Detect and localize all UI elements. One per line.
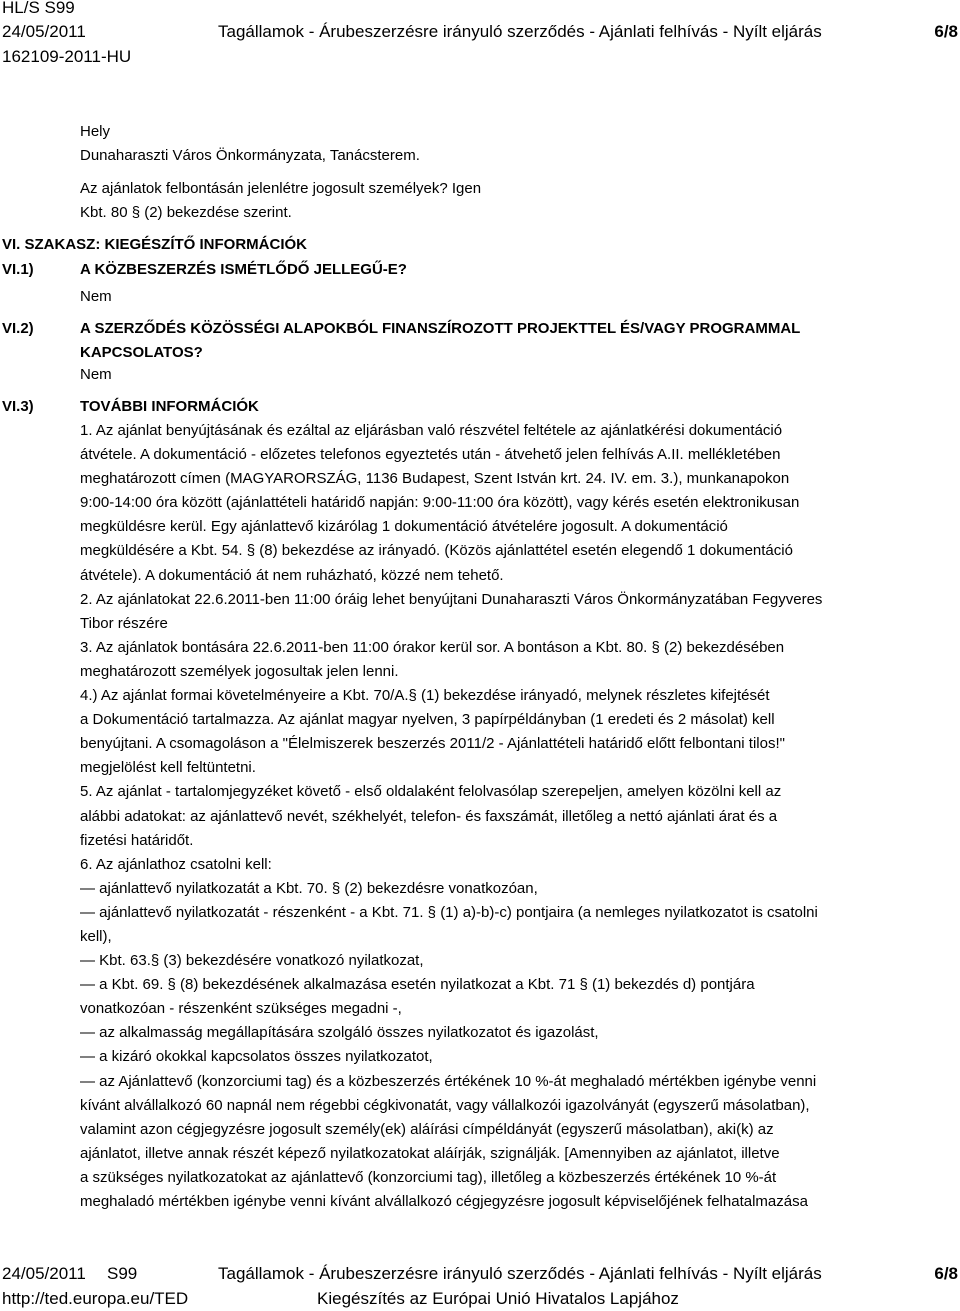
info-line: 6. Az ajánlathoz csatolni kell: xyxy=(80,855,272,873)
info-line: — ajánlattevő nyilatkozatát - részenként - a Kbt. 71. § (1) a)-b)-c) pontjaira (a nemleges nyilatkozatot is csatolni xyxy=(80,903,818,921)
vi2-title-line1: A SZERZŐDÉS KÖZÖSSÉGI ALAPOKBÓL FINANSZÍROZOTT PROJEKTTEL ÉS/VAGY PROGRAMMAL xyxy=(80,320,801,337)
info-line: alábbi adatokat: az ajánlattevő nevét, székhelyét, telefon- és faxszámát, illetőleg a nettó ajánlati árat és a xyxy=(80,807,778,825)
info-line: — a kizáró okokkal kapcsolatos összes nyilatkozatot, xyxy=(80,1048,433,1066)
vi2-title-line2: KAPCSOLATOS? xyxy=(80,344,203,361)
page-footer xyxy=(2,1264,958,1311)
header-doc-id: 162109-2011-HU xyxy=(2,47,132,66)
info-line: — a Kbt. 69. § (8) bekezdésének alkalmazása esetén nyilatkozat a Kbt. 71 § (1) bekezdés d) pontjára xyxy=(80,976,755,994)
info-line: ajánlatot, illetve annak részét képező nyilatkozatokat aláírják, szignálják. [Amennyiben az ajánlatot, illetve xyxy=(80,1144,780,1162)
info-line: kell), xyxy=(80,927,112,945)
vi3-title: TOVÁBBI INFORMÁCIÓK xyxy=(80,398,259,415)
footer-publisher: Kiegészítés az Európai Unió Hivatalos Lapjához xyxy=(317,1289,679,1308)
info-line: vonatkozóan - részenként szükséges megadni -, xyxy=(80,1000,402,1018)
info-line: a Dokumentáció tartalmazza. Az ajánlat magyar nyelven, 3 papírpéldányban (1 eredeti és 2 másolat) kell xyxy=(80,711,775,729)
additional-info-text xyxy=(80,419,952,1214)
info-line: 1. Az ajánlat benyújtásának és ezáltal az eljárásban való részvétel feltétele az ajánlatkérési dokumentáció xyxy=(80,422,783,439)
vi1-title: A KÖZBESZERZÉS ISMÉTLŐDŐ JELLEGŰ-E? xyxy=(80,261,407,278)
info-line: megküldésre kerül. Egy ajánlattevő kizárólag 1 dokumentáció átvételére jogosult. A dokumentáció xyxy=(80,518,728,536)
vi2-number: VI.2) xyxy=(2,320,34,337)
info-line: — az Ajánlattevő (konzorciumi tag) és a közbeszerzés értékének 10 %-át meghaladó mértékben igénybe venni xyxy=(80,1072,817,1090)
footer-page-number: 6/8 xyxy=(934,1264,958,1283)
place-label: Hely xyxy=(80,123,111,140)
section-heading: VI. SZAKASZ: KIEGÉSZÍTŐ INFORMÁCIÓK xyxy=(2,236,308,253)
persons-label: Az ajánlatok felbontásán jelenlétre jogosult személyek? Igen xyxy=(80,180,482,197)
footer-date: 24/05/2011 xyxy=(2,1264,86,1283)
info-line: fizetési határidőt. xyxy=(80,831,194,849)
footer-url: http://ted.europa.eu/TED xyxy=(2,1289,189,1308)
info-line: valamint azon cégjegyzésre jogosult személy(ek) aláírási címpéldányát (egyszerű másolatban), aki(k) az xyxy=(80,1120,774,1138)
info-line: megküldésére a Kbt. 54. § (8) bekezdése az irányadó. (Közös ajánlattétel esetén elegendő 1 dokumentáció xyxy=(80,542,793,560)
info-line: — az alkalmasság megállapítására szolgáló összes nyilatkozatot és igazolást, xyxy=(80,1024,599,1042)
header-page-number: 6/8 xyxy=(934,22,958,41)
header-title: Tagállamok - Árubeszerzésre irányuló szerződés - Ajánlati felhívás - Nyílt eljárás xyxy=(218,22,822,41)
info-line: meghatározott címen (MAGYARORSZÁG, 1136 Budapest, Szent István krt. 24. IV. em. 3.), munkanapokon xyxy=(80,470,790,488)
info-line: a szükséges nyilatkozatokat az ajánlattevő (konzorciumi tag), illetőleg a közbeszerzés értékének 10 %-át xyxy=(80,1168,777,1186)
vi1-number: VI.1) xyxy=(2,261,34,278)
vi1-answer: Nem xyxy=(80,288,112,305)
info-line: 4.) Az ajánlat formai követelményeire a Kbt. 70/A.§ (1) bekezdése irányadó, melynek részletes kifejtését xyxy=(80,687,770,705)
footer-title: Tagállamok - Árubeszerzésre irányuló szerződés - Ajánlati felhívás - Nyílt eljárás xyxy=(218,1264,822,1283)
info-line: benyújtani. A csomagoláson a "Élelmiszerek beszerzés 2011/2 - Ajánlattételi határidő előtt felbontani tilos!" xyxy=(80,735,785,753)
info-line: 2. Az ajánlatokat 22.6.2011-ben 11:00 óráig lehet benyújtani Dunaharaszti Város Önkormányzatában Fegyveres xyxy=(80,590,823,608)
info-line: 3. Az ajánlatok bontására 22.6.2011-ben 11:00 órakor kerül sor. A bontáson a Kbt. 80. § (2) bekezdésében xyxy=(80,638,785,656)
info-line: átvétele. A dokumentáció - előzetes telefonos egyeztetés után - átvehető jelen felhívás A.II. mellékletében xyxy=(80,446,781,464)
info-line: — ajánlattevő nyilatkozatát a Kbt. 70. § (2) bekezdésre vonatkozóan, xyxy=(80,879,538,897)
info-line: átvétele). A dokumentáció át nem ruházható, közzé nem tehető. xyxy=(80,566,504,584)
place-value: Dunaharaszti Város Önkormányzata, Tanácsterem. xyxy=(80,147,420,164)
footer-code: S99 xyxy=(107,1264,138,1283)
header-code: HL/S S99 xyxy=(2,0,75,17)
info-line: kívánt alvállalkozó 60 napnál nem régebbi cégkivonatát, vagy vállalkozói igazolványát (egyszerű másolatban), xyxy=(80,1096,810,1114)
info-line: megjelölést kell feltüntetni. xyxy=(80,759,256,777)
vi3-number: VI.3) xyxy=(2,398,34,415)
info-line: Tibor részére xyxy=(80,614,168,632)
vi2-answer: Nem xyxy=(80,366,112,383)
info-line: meghatározott személyek jogosultak jelen lenni. xyxy=(80,662,399,680)
info-line: 5. Az ajánlat - tartalomjegyzéket követő - első oldalaként felolvasólap szerepeljen, amelyen közölni kell az xyxy=(80,783,782,801)
page-header xyxy=(2,0,958,68)
info-line: meghaladó mértékben igénybe venni kívánt alvállalkozó cégjegyzésre jogosult képviselőjének felhatalmazása xyxy=(80,1193,808,1210)
info-line: 9:00-14:00 óra között (ajánlattételi határidő napján: 9:00-11:00 óra között), vagy kérés esetén elektronikusan xyxy=(80,494,800,512)
persons-value: Kbt. 80 § (2) bekezdése szerint. xyxy=(80,204,292,221)
header-date: 24/05/2011 xyxy=(2,22,86,41)
info-line: — Kbt. 63.§ (3) bekezdésére vonatkozó nyilatkozat, xyxy=(80,952,424,970)
